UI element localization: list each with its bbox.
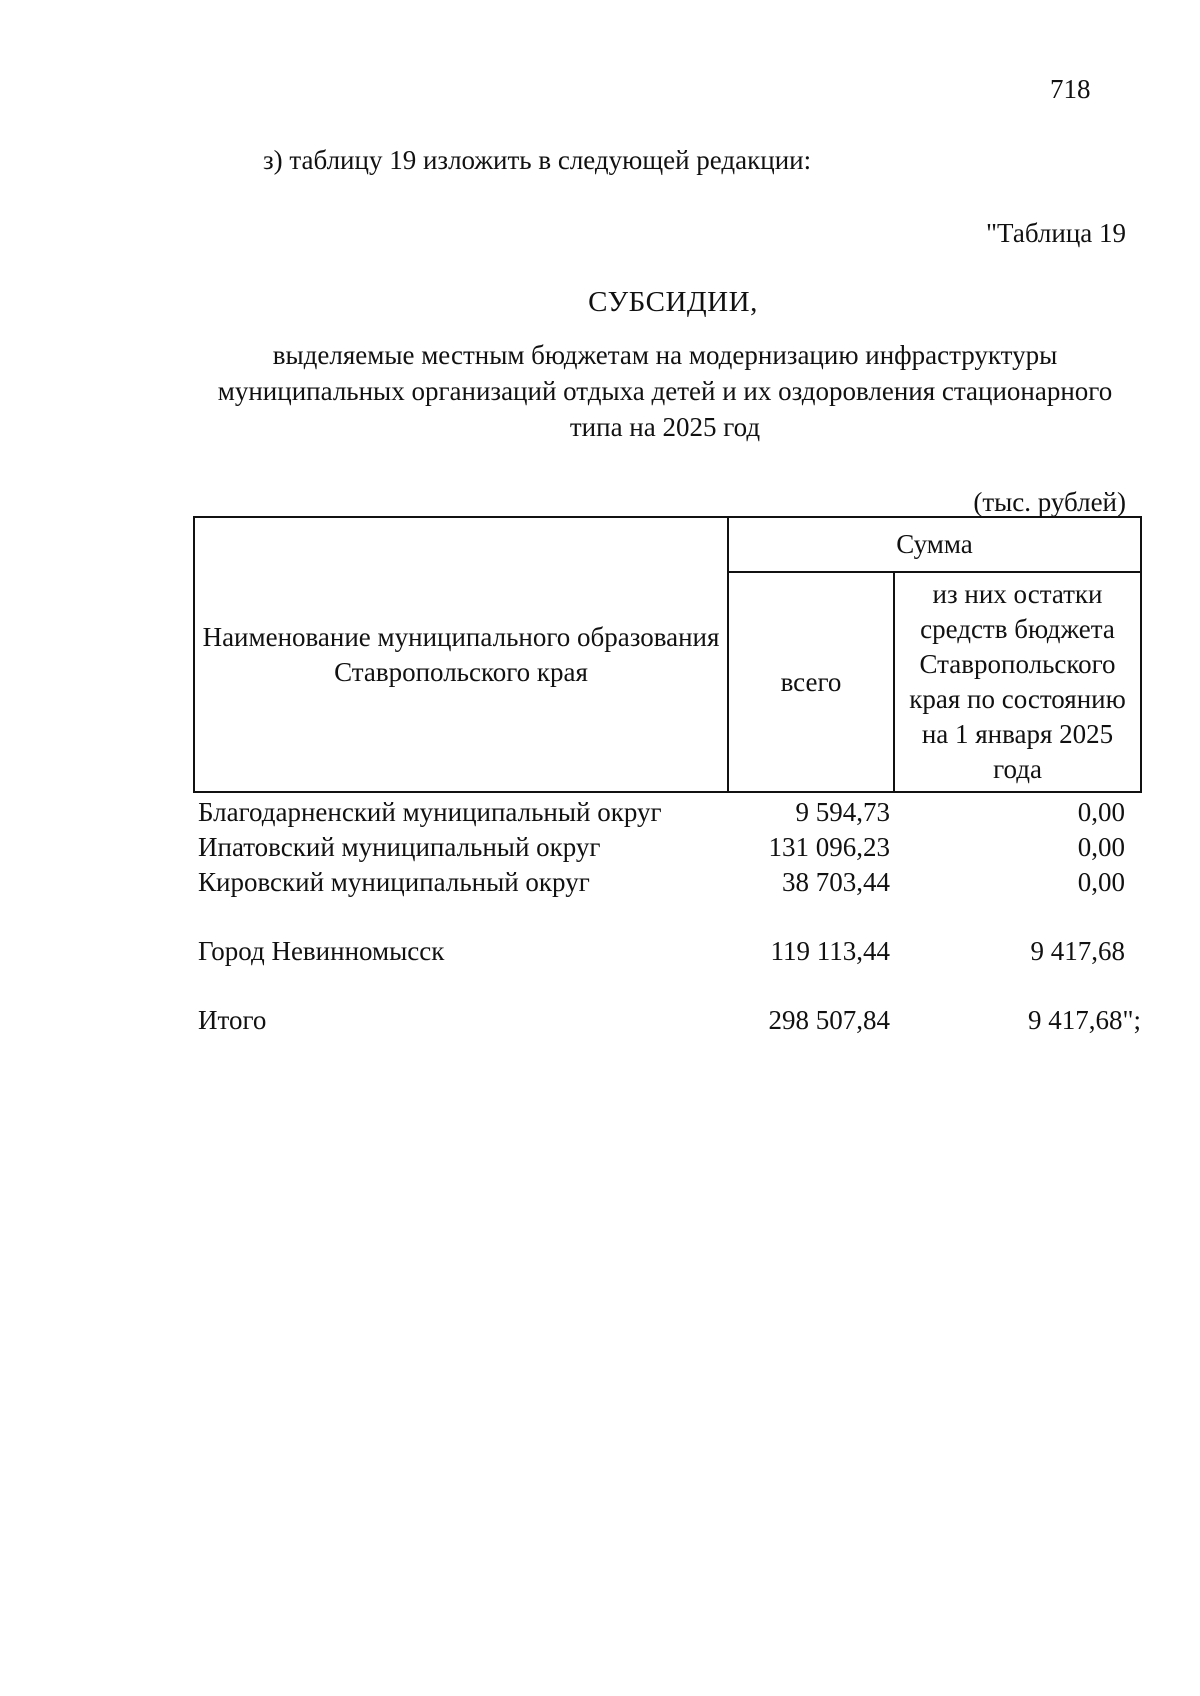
header-total-col: всего <box>728 572 894 792</box>
table-total-row <box>194 1003 1141 1038</box>
row-total: 38 703,44 <box>782 867 890 897</box>
row-total: 131 096,23 <box>768 832 890 862</box>
row-name: Итого <box>198 1005 267 1035</box>
row-remainder: 9 417,68 <box>1030 936 1126 966</box>
header-name-col: Наименование муниципального образования Ставропольского края <box>194 517 728 792</box>
document-subtitle <box>190 337 1140 445</box>
subtitle-line: типа на 2025 год <box>569 412 761 442</box>
subtitle-line: муниципальных организаций отдыха детей и их оздоровления стационарного <box>217 376 1113 406</box>
row-remainder: 9 417,68"; <box>1027 1005 1142 1035</box>
row-total: 298 507,84 <box>768 1005 890 1035</box>
units-label: (тыс. рублей) <box>973 487 1126 517</box>
table-header-row <box>194 517 1141 572</box>
row-spacer <box>194 969 1141 1003</box>
row-name: Кировский муниципальный округ <box>198 867 590 897</box>
row-remainder: 0,00 <box>1077 832 1126 862</box>
table-row <box>194 792 1141 830</box>
intro-text: з) таблицу 19 изложить в следующей редакции: <box>263 145 812 175</box>
row-total: 9 594,73 <box>795 797 890 827</box>
table-row <box>194 865 1141 900</box>
row-remainder: 0,00 <box>1077 797 1126 827</box>
row-name: Благодарненский муниципальный округ <box>198 797 662 827</box>
table-row <box>194 830 1141 865</box>
subtitle-line: выделяемые местным бюджетам на модернизацию инфраструктуры <box>272 340 1058 370</box>
page-number: 718 <box>1050 74 1091 104</box>
header-remainder-col: из них остатки средств бюджета Ставропольского края по состоянию на 1 января 2025 года <box>894 572 1141 792</box>
row-spacer <box>194 900 1141 934</box>
row-total: 119 113,44 <box>770 936 890 966</box>
row-name: Город Невинномысск <box>198 936 445 966</box>
subsidies-table <box>193 516 1142 1038</box>
row-remainder: 0,00 <box>1077 867 1126 897</box>
document-title: СУБСИДИИ, <box>588 286 758 318</box>
table-row <box>194 934 1141 969</box>
row-name: Ипатовский муниципальный округ <box>198 832 601 862</box>
header-sum-group: Сумма <box>728 517 1141 572</box>
table-reference: "Таблица 19 <box>986 218 1126 248</box>
